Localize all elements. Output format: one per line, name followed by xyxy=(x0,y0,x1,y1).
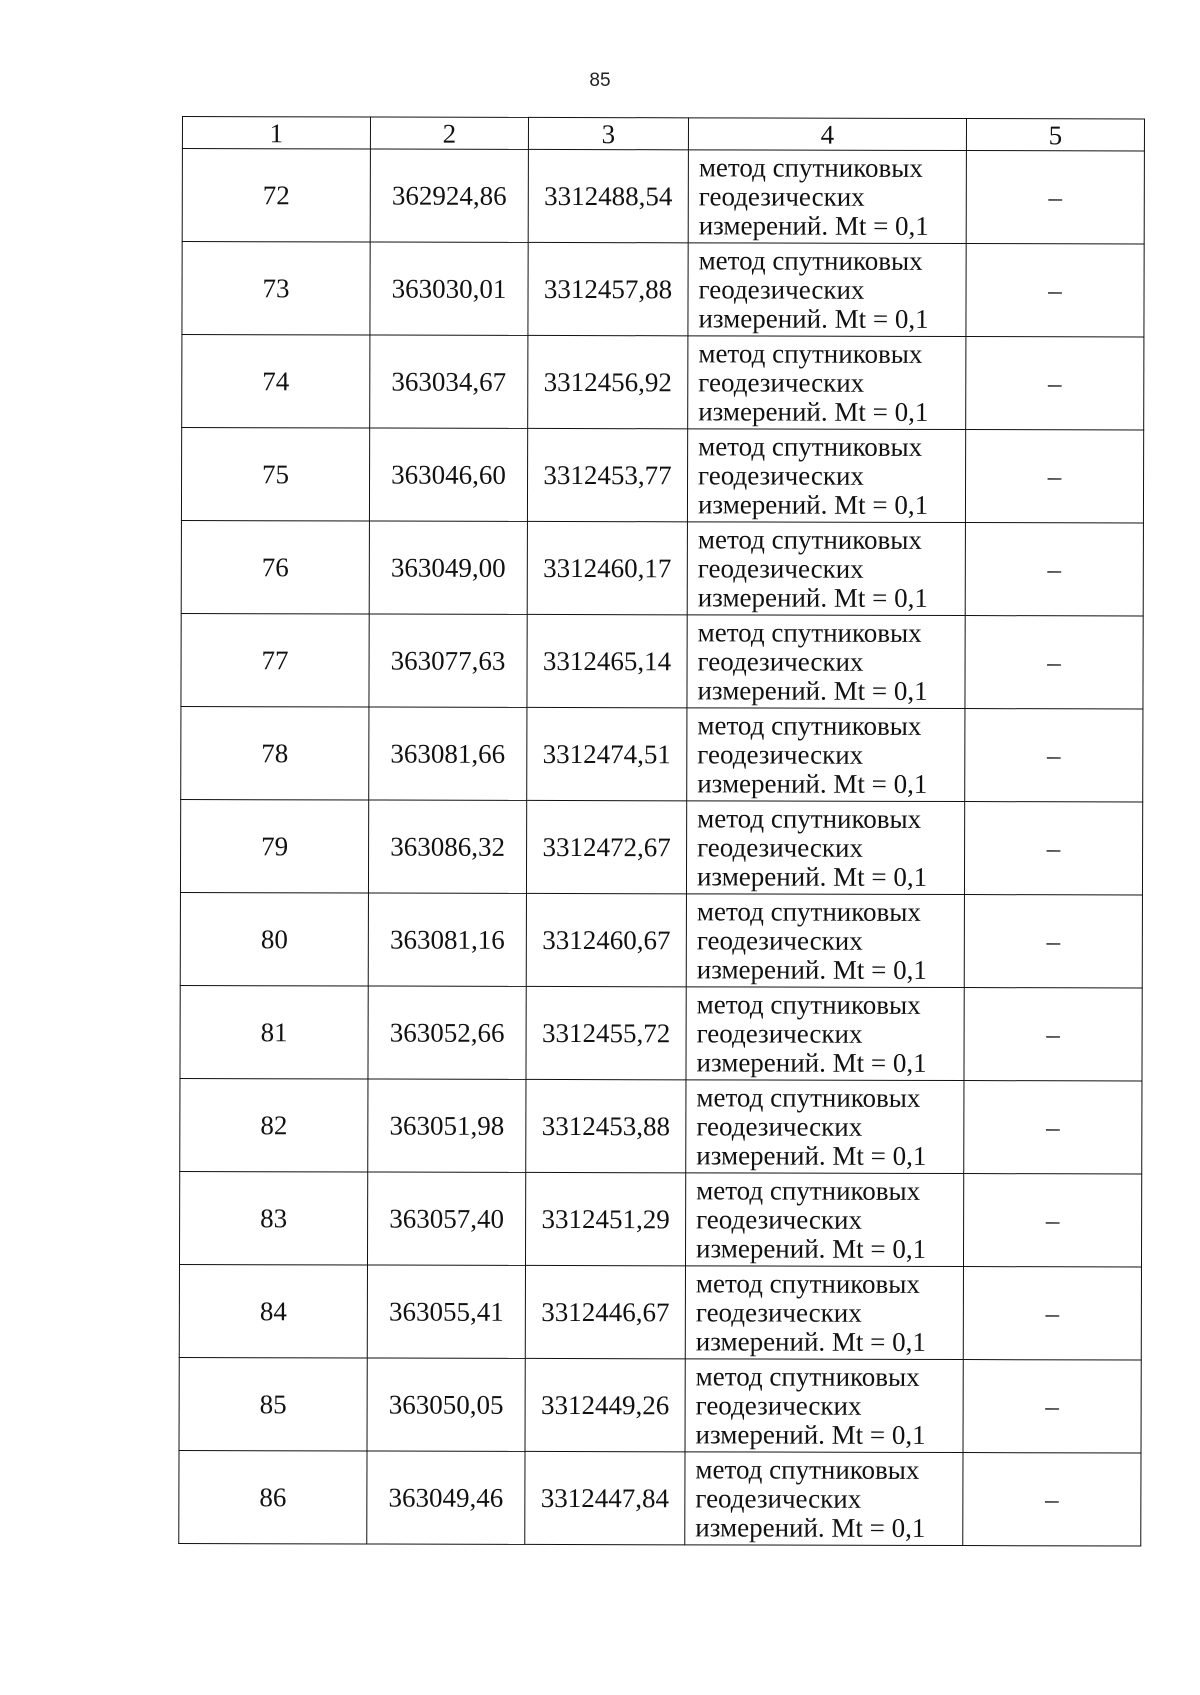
coord-x: 363081,66 xyxy=(369,707,527,800)
point-number: 76 xyxy=(181,520,369,613)
method-cell xyxy=(688,336,966,430)
method-line-3: измерений. Mt = 0,1 xyxy=(697,581,928,613)
extra-cell: – xyxy=(963,1174,1141,1267)
method-cell xyxy=(686,1080,964,1174)
method-line-1: метод спутниковых xyxy=(696,1174,921,1206)
method-line-3: измерений. Mt = 0,1 xyxy=(695,1418,926,1450)
method-line-1: метод спутниковых xyxy=(695,1453,920,1485)
table-row xyxy=(180,985,1142,1081)
method-line-3: измерений. Mt = 0,1 xyxy=(696,1139,927,1171)
coord-x: 363081,16 xyxy=(368,893,526,986)
method-line-1: метод спутниковых xyxy=(696,988,921,1020)
coord-y: 3312472,67 xyxy=(526,800,686,893)
point-number: 84 xyxy=(179,1264,367,1357)
point-number: 86 xyxy=(179,1450,367,1543)
point-number: 80 xyxy=(180,892,368,985)
coord-y: 3312451,29 xyxy=(525,1172,685,1265)
method-line-1: метод спутниковых xyxy=(697,523,922,555)
point-number: 72 xyxy=(182,149,370,242)
table-row xyxy=(181,706,1143,802)
extra-cell: – xyxy=(964,988,1142,1081)
method-line-3: измерений. Mt = 0,1 xyxy=(695,1325,926,1357)
extra-cell: – xyxy=(965,709,1143,802)
header-cell-5: 5 xyxy=(966,119,1144,151)
method-line-1: метод спутниковых xyxy=(697,709,922,741)
coord-x: 363030,01 xyxy=(370,242,528,335)
method-line-3: измерений. Mt = 0,1 xyxy=(697,488,929,520)
extra-cell: – xyxy=(964,895,1142,988)
method-line-1: метод спутниковых xyxy=(698,337,923,369)
method-line-2: геодезических xyxy=(696,1203,863,1235)
coord-x: 363046,60 xyxy=(369,428,527,521)
coord-y: 3312457,88 xyxy=(528,242,688,335)
method-cell xyxy=(686,894,964,988)
method-line-2: геодезических xyxy=(695,1482,862,1514)
coord-y: 3312456,92 xyxy=(528,335,688,428)
header-cell-3: 3 xyxy=(528,117,688,149)
table-row xyxy=(181,613,1143,709)
method-cell xyxy=(685,1266,963,1360)
extra-cell: – xyxy=(963,1267,1141,1360)
method-cell xyxy=(688,243,966,337)
coord-y: 3312449,26 xyxy=(525,1358,685,1451)
extra-cell: – xyxy=(965,430,1143,523)
method-line-2: геодезических xyxy=(697,552,864,584)
point-number: 79 xyxy=(180,799,368,892)
extra-cell: – xyxy=(965,523,1143,616)
table-row xyxy=(179,1264,1141,1360)
method-line-2: геодезических xyxy=(697,738,864,770)
coord-y: 3312447,84 xyxy=(525,1451,685,1544)
point-number: 74 xyxy=(182,335,370,428)
table-row xyxy=(179,1171,1141,1267)
method-line-1: метод спутниковых xyxy=(698,430,923,462)
method-line-2: геодезических xyxy=(695,1296,862,1328)
coord-y: 3312453,88 xyxy=(526,1079,686,1172)
coord-x: 363051,98 xyxy=(368,1079,526,1172)
method-line-3: измерений. Mt = 0,1 xyxy=(696,1046,927,1078)
coord-y: 3312488,54 xyxy=(528,149,688,242)
extra-cell: – xyxy=(963,1360,1141,1453)
coord-x: 363050,05 xyxy=(367,1358,525,1451)
method-line-2: геодезических xyxy=(695,1389,862,1421)
point-number: 75 xyxy=(181,428,369,521)
method-cell xyxy=(687,522,965,616)
table-row xyxy=(181,428,1143,524)
method-line-2: геодезических xyxy=(698,273,865,305)
method-cell xyxy=(687,708,965,802)
extra-cell: – xyxy=(964,1081,1142,1174)
coord-y: 3312460,17 xyxy=(527,521,687,614)
coord-y: 3312474,51 xyxy=(527,707,687,800)
method-line-1: метод спутниковых xyxy=(696,895,921,927)
method-line-2: геодезических xyxy=(697,831,864,863)
coordinates-table xyxy=(178,116,1145,1547)
method-line-3: измерений. Mt = 0,1 xyxy=(696,860,928,892)
method-cell xyxy=(685,1173,963,1267)
method-line-1: метод спутниковых xyxy=(695,1360,920,1392)
coord-y: 3312465,14 xyxy=(527,614,687,707)
method-line-3: измерений. Mt = 0,1 xyxy=(697,767,928,799)
coord-y: 3312453,77 xyxy=(527,428,687,521)
method-cell xyxy=(685,1452,963,1546)
method-cell xyxy=(686,987,964,1081)
coord-x: 363034,67 xyxy=(370,335,528,428)
coord-x: 363052,66 xyxy=(368,986,526,1079)
method-line-2: геодезических xyxy=(696,1110,863,1142)
table-row xyxy=(182,335,1144,431)
table-row xyxy=(180,892,1142,988)
extra-cell: – xyxy=(965,616,1143,709)
page-number: 85 xyxy=(589,70,611,91)
coord-y: 3312455,72 xyxy=(526,986,686,1079)
method-line-2: геодезических xyxy=(698,459,864,491)
method-line-1: метод спутниковых xyxy=(698,244,923,276)
header-cell-2: 2 xyxy=(370,117,528,149)
method-line-1: метод спутниковых xyxy=(697,802,922,834)
method-line-2: геодезических xyxy=(696,924,863,956)
extra-cell: – xyxy=(966,151,1144,244)
method-cell xyxy=(686,801,964,895)
extra-cell: – xyxy=(966,244,1144,337)
method-line-1: метод спутниковых xyxy=(695,1267,920,1299)
header-cell-4: 4 xyxy=(688,118,966,151)
point-number: 83 xyxy=(179,1171,367,1264)
coord-x: 363077,63 xyxy=(369,614,527,707)
extra-cell: – xyxy=(963,1453,1141,1546)
method-cell xyxy=(687,615,965,709)
table-row xyxy=(179,1357,1141,1453)
method-line-3: измерений. Mt = 0,1 xyxy=(695,1511,926,1543)
method-line-2: геодезических xyxy=(697,645,864,677)
method-line-3: измерений. Mt = 0,1 xyxy=(695,1232,927,1264)
table-row xyxy=(180,1078,1142,1174)
method-line-3: измерений. Mt = 0,1 xyxy=(696,953,927,985)
method-line-3: измерений. Mt = 0,1 xyxy=(698,395,929,427)
method-line-2: геодезических xyxy=(698,180,865,212)
table-row xyxy=(181,520,1143,616)
point-number: 85 xyxy=(179,1357,367,1450)
coord-x: 363049,46 xyxy=(367,1451,525,1544)
method-line-2: геодезических xyxy=(696,1017,863,1049)
table-body xyxy=(179,149,1145,1547)
method-line-2: геодезических xyxy=(698,366,865,398)
method-line-3: измерений. Mt = 0,1 xyxy=(698,209,929,241)
coord-y: 3312446,67 xyxy=(525,1265,685,1358)
header-cell-1: 1 xyxy=(182,117,370,149)
table-header xyxy=(182,117,1144,152)
method-cell xyxy=(688,150,966,244)
coord-x: 363049,00 xyxy=(369,521,527,614)
coord-y: 3312460,67 xyxy=(526,893,686,986)
method-line-1: метод спутниковых xyxy=(698,151,923,183)
table-row xyxy=(180,799,1142,895)
method-line-3: измерений. Mt = 0,1 xyxy=(698,302,929,334)
point-number: 73 xyxy=(182,242,370,335)
table-row xyxy=(179,1450,1141,1546)
method-cell xyxy=(687,429,965,523)
method-cell xyxy=(685,1359,963,1453)
coord-x: 363057,40 xyxy=(367,1172,525,1265)
coord-x: 363055,41 xyxy=(367,1265,525,1358)
table-row xyxy=(182,149,1144,245)
header-row xyxy=(182,117,1144,152)
point-number: 82 xyxy=(180,1078,368,1171)
extra-cell: – xyxy=(966,337,1144,430)
method-line-3: измерений. Mt = 0,1 xyxy=(697,674,928,706)
coord-x: 363086,32 xyxy=(368,800,526,893)
point-number: 81 xyxy=(180,985,368,1078)
point-number: 78 xyxy=(181,706,369,799)
method-line-1: метод спутниковых xyxy=(696,1081,921,1113)
point-number: 77 xyxy=(181,613,369,706)
extra-cell: – xyxy=(964,802,1142,895)
table-row xyxy=(182,242,1144,338)
method-line-1: метод спутниковых xyxy=(697,616,922,648)
coord-x: 362924,86 xyxy=(370,149,528,242)
